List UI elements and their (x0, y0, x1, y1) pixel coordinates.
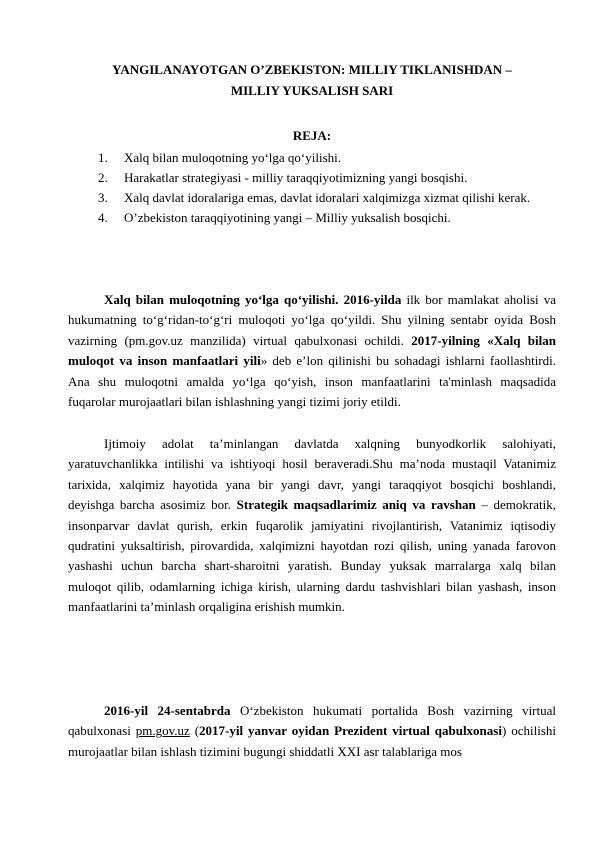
paragraph-3-text: O‘zbekiston hukumati portalida Bosh vazirning virtual qabulxonasi (68, 703, 556, 739)
plan-item-text: Xalq bilan muloqotning yo‘lga qo‘yilishi. (124, 150, 342, 165)
plan-item-text: Harakatlar strategiyasi - milliy taraqqiyotimizning yangi bosqishi. (124, 170, 468, 185)
paragraph-2 (68, 434, 556, 618)
plan-item-number: 4. (98, 210, 108, 225)
pm-gov-uz-link[interactable]: pm.gov.uz (135, 723, 190, 739)
paragraph-1-text-continued: » deb e’lon qilinishi bu sohadagi ishlarni faollashtirdi. Ana shu muloqotni amalda yo‘lga qo‘yish, inson manfaatlarini ta'minlash maqsadida fuqarolar murojaatlari bilan ishlashning yangi tizimi joriy etildi. (68, 353, 556, 410)
paragraph-1-bold-phrase: 2017-yilning «Xalq bilan muloqot va inson manfaatlari yili (68, 332, 556, 369)
paragraph-1-lead: Xalq bilan muloqotning yo‘lga qo‘yilishi. 2016-yilda (104, 292, 402, 307)
paragraph-2-bold-phrase: Strategik maqsadlarimiz aniq va ravshan (236, 497, 476, 513)
plan-heading: REJA: (292, 128, 332, 143)
plan-list (98, 148, 556, 228)
plan-item-2 (98, 168, 556, 188)
paragraph-1-text: ilk bor mamlakat aholisi va hukumatning to‘g‘ridan-to‘g‘ri muloqoti yo‘lga qo‘yildi. Shu yilning sentabr oyida Bosh vazirning (pm.gov.uz manzilida) virtual qabulxonasi ochildi. (68, 292, 557, 348)
paragraph-1 (68, 290, 556, 412)
plan-item-number: 1. (98, 150, 108, 165)
paragraph-3 (68, 701, 556, 762)
paragraph-3-bold-phrase: 2017-yil yanvar oyidan Prezident virtual qabulxonasi (199, 723, 502, 739)
paragraph-3-lead: 2016-yil 24-sentabrda (104, 703, 231, 718)
paragraph-3-text-continued: ) ochilishi murojaatlar bilan ishlash tizimini bugungi shiddatli XXI asr talablariga mos (68, 723, 556, 759)
plan-item-number: 2. (98, 170, 108, 185)
plan-item-text: Xalq davlat idoralariga emas, davlat idoralari xalqimizga xizmat qilishi kerak. (124, 190, 531, 205)
plan-item-1 (98, 148, 556, 168)
plan-item-number: 3. (98, 190, 108, 205)
plan-item-3 (98, 188, 556, 208)
document-title-line-1: YANGILANAYOTGAN O’ZBEKISTON: MILLIY TIKLANISHDAN – (112, 62, 512, 77)
paragraph-2-text-continued: – demokratik, insonparvar davlat qurish, erkin fuqarolik jamiyatini rivojlantirish, Vatanimiz iqtisodiy qudratini yuksaltirish, pirovardida, xalqimizni hayotdan rozi qilish, uning yanada farovon yashashi uchun barcha shart-sharoitni yaratish. Bunday yuksak marralarga xalq bilan muloqot qilib, odamlarning ichiga kirish, ularning dardu tashvishlari bilan yashash, inson manfaatlarini ta’minlash orqaligina erishish mumkin. (68, 497, 556, 615)
plan-item-4 (98, 208, 556, 228)
paragraph-2-text: Ijtimoiy adolat ta’minlangan davlatda xalqning bunyodkorlik salohiyati, yaratuvchanlikka intilishi va ishtiyoqi hosil beraveradi.Shu ma’noda mustaqil Vatanimiz tarixida, xalqimiz hayotida yana bir yangi davr, yangi taraqqiyot bosqichi boshlandi, deyishga barcha asosimiz bor. (68, 436, 556, 513)
paragraph-3-text-paren: ( (189, 723, 200, 739)
plan-item-text: O’zbekiston taraqqiyotining yangi – Milliy yuksalish bosqichi. (124, 210, 451, 225)
document-title-line-2: MILLIY YUKSALISH SARI (230, 83, 394, 98)
